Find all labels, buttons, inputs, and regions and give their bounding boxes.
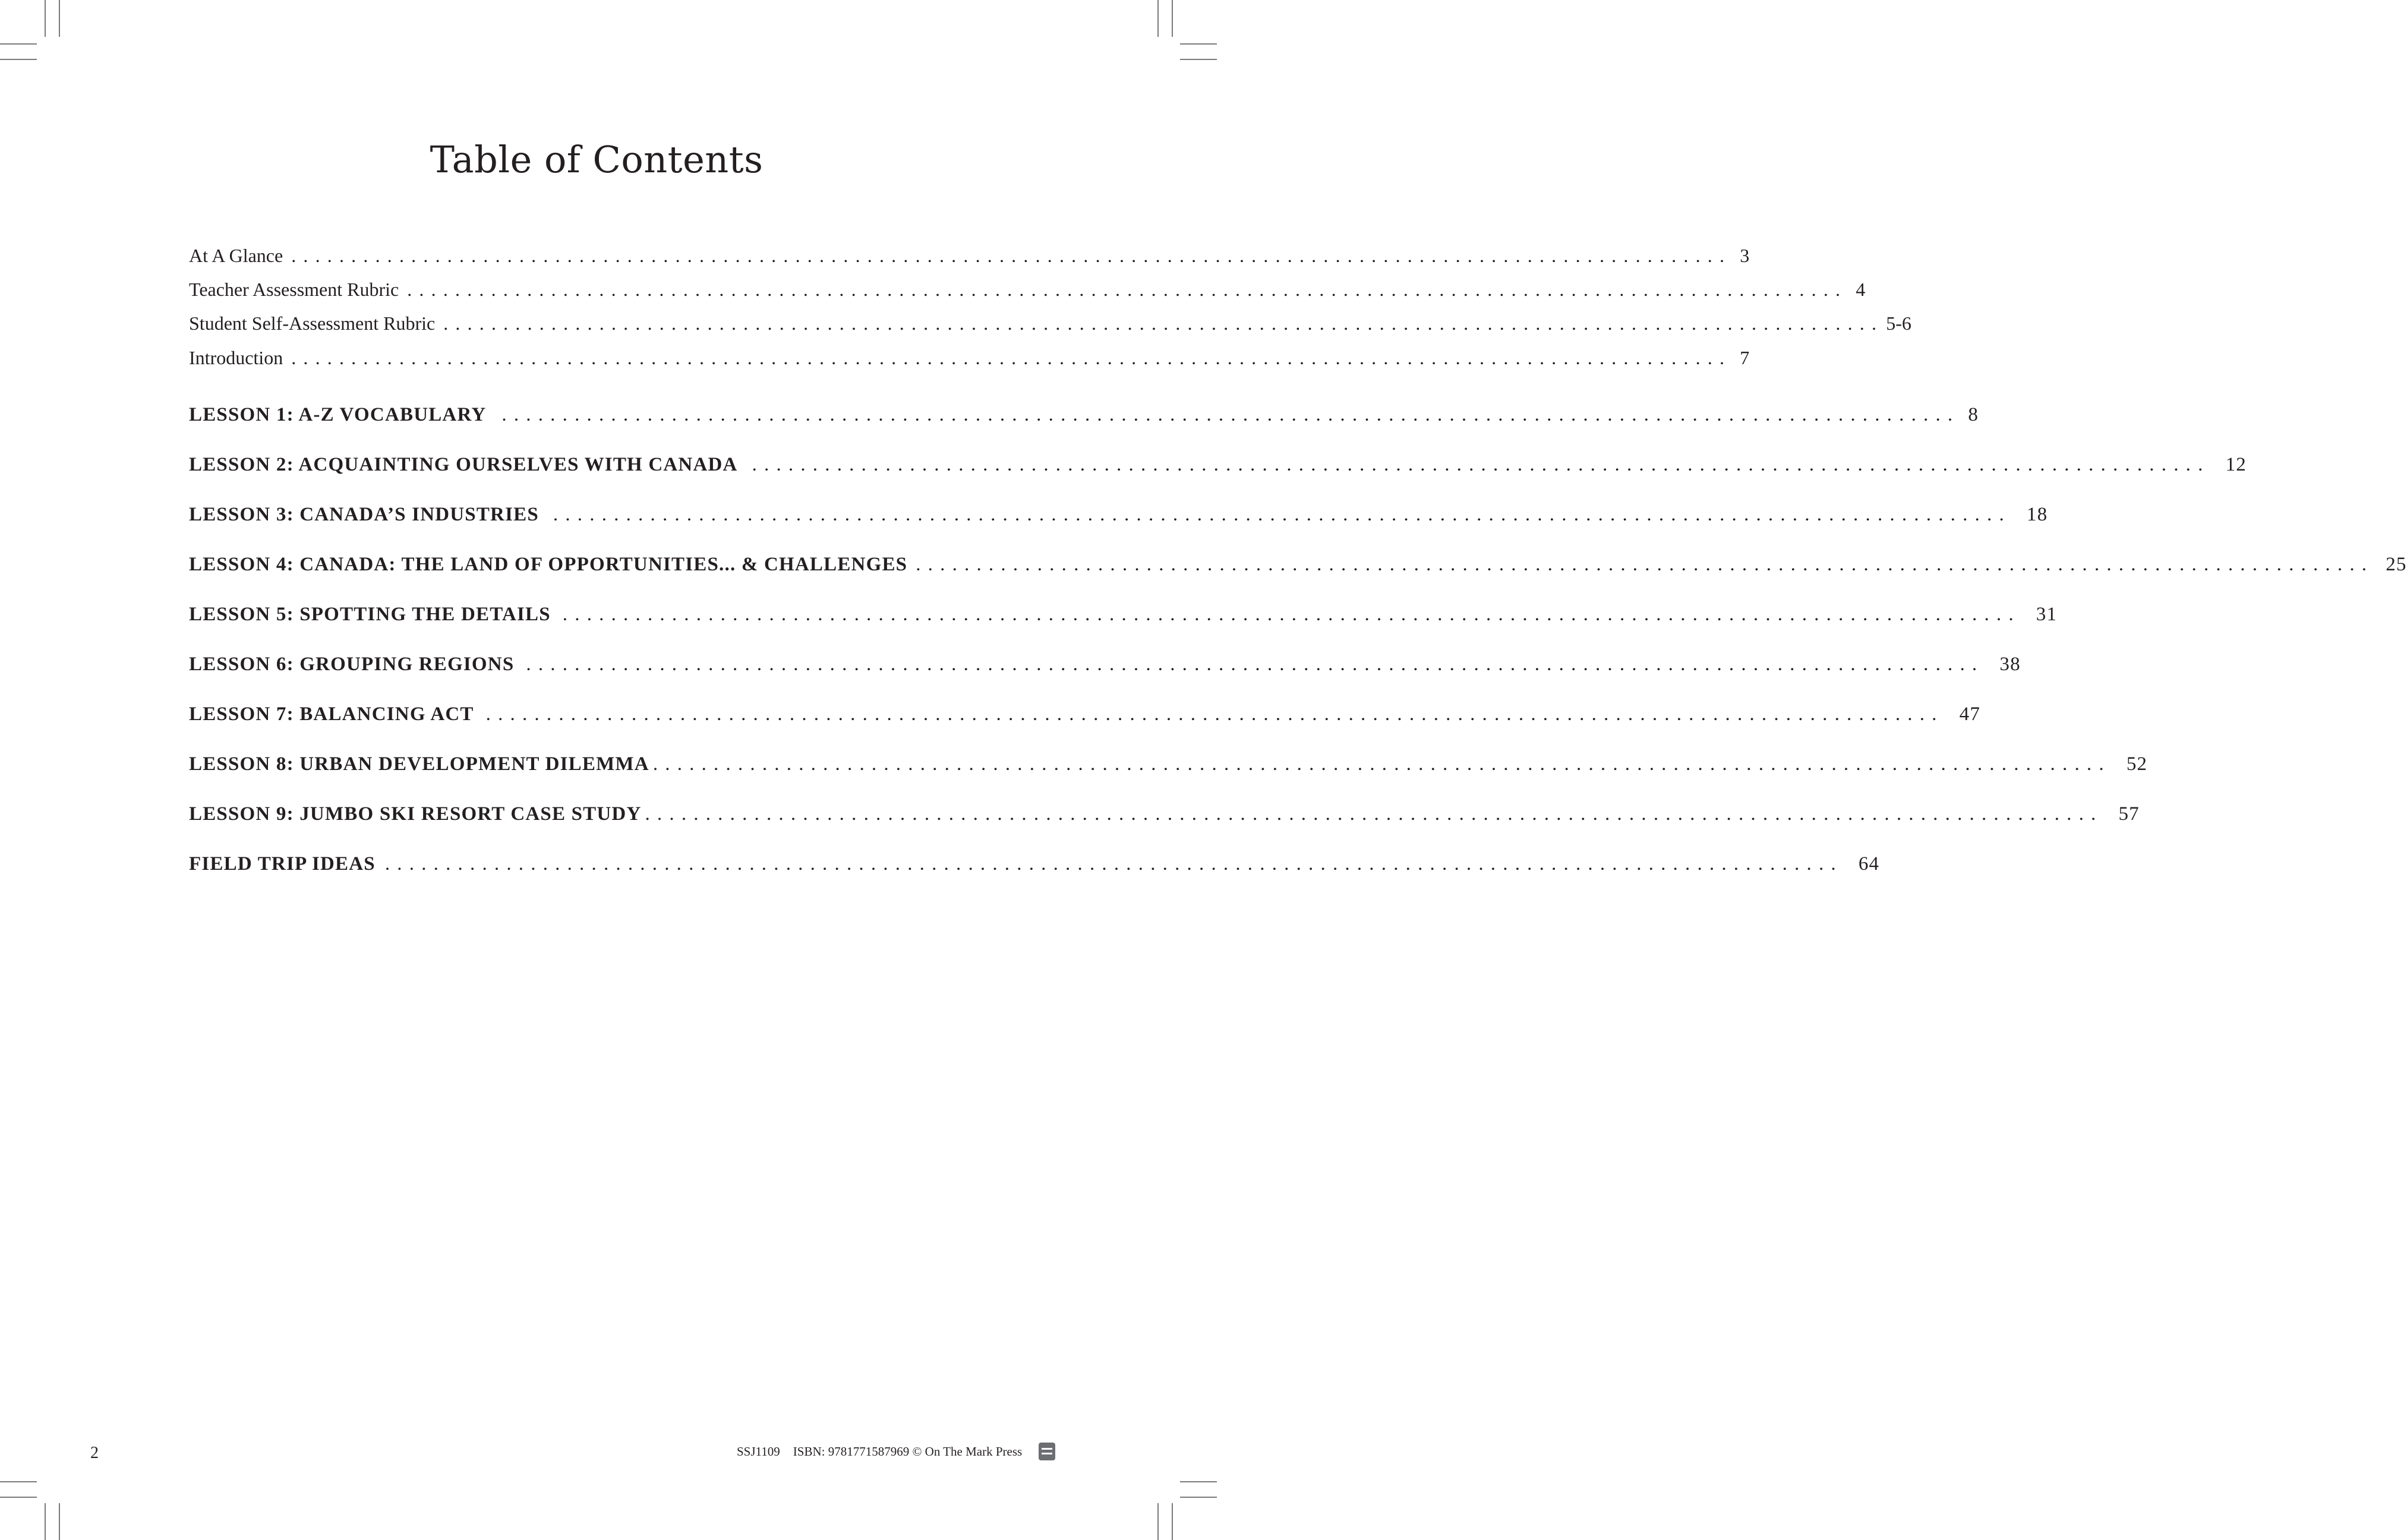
- dot-leader: ........................................................................................................................: [526, 654, 1985, 675]
- dot-leader: ........................................................................................................................: [443, 313, 1884, 334]
- toc-entry-label: LESSON 9: JUMBO SKI RESORT CASE STUDY: [189, 803, 642, 825]
- toc-entry-label: LESSON 4: CANADA: THE LAND OF OPPORTUNITIES... & CHALLENGES: [189, 554, 908, 575]
- toc-entry-page: 18: [2026, 504, 2048, 525]
- crop-mark: [1172, 0, 1173, 37]
- crop-mark: [1180, 59, 1217, 60]
- toc-entry-page: 7: [1740, 347, 1750, 368]
- toc-lesson-entry: [189, 554, 2407, 583]
- toc-lesson-entry: [189, 853, 1880, 883]
- toc-entry-page: 38: [1999, 654, 2021, 675]
- isbn-publisher: ISBN: 9781771587969 © On The Mark Press: [793, 1444, 1023, 1459]
- crop-mark: [45, 0, 46, 37]
- toc-lesson-entry: [189, 753, 2148, 783]
- toc-entry-page: 4: [1856, 279, 1866, 300]
- toc-entry-page: 47: [1959, 703, 1981, 725]
- dot-leader: ........................................................................................................................: [562, 604, 2021, 625]
- footer: [737, 1443, 1055, 1460]
- crop-mark: [1157, 0, 1159, 37]
- toc-entry-page: 52: [2126, 753, 2148, 775]
- toc-entry-page: 12: [2225, 454, 2247, 475]
- toc-lesson-entry: [189, 454, 2247, 484]
- page-title: Table of Contents: [430, 138, 764, 181]
- crop-mark: [1180, 43, 1217, 45]
- crop-mark: [0, 59, 37, 60]
- dot-leader: ........................................................................................................................: [407, 279, 1848, 300]
- toc-entry-label: LESSON 8: URBAN DEVELOPMENT DILEMMA: [189, 753, 649, 775]
- toc-entry-page: 5-6: [1886, 313, 1911, 334]
- crop-mark: [59, 0, 60, 37]
- toc-entry: [189, 313, 1911, 342]
- crop-mark: [1157, 1503, 1159, 1540]
- crop-mark: [45, 1503, 46, 1540]
- toc-entry-page: 57: [2118, 803, 2140, 825]
- dot-leader: ........................................................................................................................: [384, 853, 1843, 875]
- toc-lesson-entry: [189, 654, 2021, 683]
- toc-entry-page: 25: [2386, 554, 2407, 575]
- toc-entry-page: 3: [1740, 245, 1750, 266]
- dot-leader: ........................................................................................................................: [652, 753, 2111, 775]
- toc-entry-label: LESSON 3: CANADA’S INDUSTRIES: [189, 504, 539, 525]
- toc-entry-label: LESSON 6: GROUPING REGIONS: [189, 654, 515, 675]
- toc-entry-label: LESSON 2: ACQUAINTING OURSELVES WITH CANADA: [189, 454, 738, 475]
- dot-leader: ........................................................................................................................: [916, 554, 2374, 575]
- toc-entry-label: At A Glance: [189, 245, 283, 266]
- toc-entry-label: Student Self-Assessment Rubric: [189, 313, 436, 334]
- dot-leader: ........................................................................................................................: [645, 803, 2103, 825]
- crop-mark: [59, 1503, 60, 1540]
- product-code: SSJ1109: [737, 1444, 780, 1459]
- toc-lesson-entry: [189, 404, 1979, 434]
- book-logo-icon: [1039, 1443, 1055, 1460]
- toc-entry-label: Teacher Assessment Rubric: [189, 279, 399, 300]
- toc-entry-page: 8: [1968, 404, 1979, 425]
- dot-leader: ........................................................................................................................: [752, 454, 2210, 475]
- toc-entry-page: 64: [1858, 853, 1880, 875]
- crop-mark: [1180, 1497, 1217, 1498]
- toc-entry-label: LESSON 5: SPOTTING THE DETAILS: [189, 604, 551, 625]
- crop-mark: [1180, 1481, 1217, 1482]
- toc-lesson-entry: [189, 604, 2058, 633]
- dot-leader: ........................................................................................................................: [291, 245, 1732, 266]
- dot-leader: ........................................................................................................................: [553, 504, 2011, 525]
- crop-mark: [0, 43, 37, 45]
- toc-lesson-entry: [189, 504, 2048, 534]
- toc-entry: [189, 279, 1866, 308]
- toc-entry-label: LESSON 7: BALANCING ACT: [189, 703, 474, 725]
- crop-mark: [1172, 1503, 1173, 1540]
- page-number: 2: [90, 1444, 99, 1462]
- toc-entry-page: 31: [2036, 604, 2058, 625]
- dot-leader: ........................................................................................................................: [291, 347, 1732, 368]
- toc-lesson-entry: [189, 803, 2140, 833]
- toc-entry-label: LESSON 1: A-Z VOCABULARY: [189, 404, 487, 425]
- crop-mark: [0, 1481, 37, 1482]
- toc-entry-label: Introduction: [189, 347, 283, 368]
- dot-leader: ........................................................................................................................: [501, 404, 1960, 425]
- toc-entry-label: FIELD TRIP IDEAS: [189, 853, 376, 875]
- toc-lesson-entry: [189, 703, 1981, 733]
- toc-entry: [189, 347, 1750, 377]
- dot-leader: ........................................................................................................................: [485, 703, 1944, 725]
- toc-entry: [189, 245, 1750, 274]
- crop-mark: [0, 1497, 37, 1498]
